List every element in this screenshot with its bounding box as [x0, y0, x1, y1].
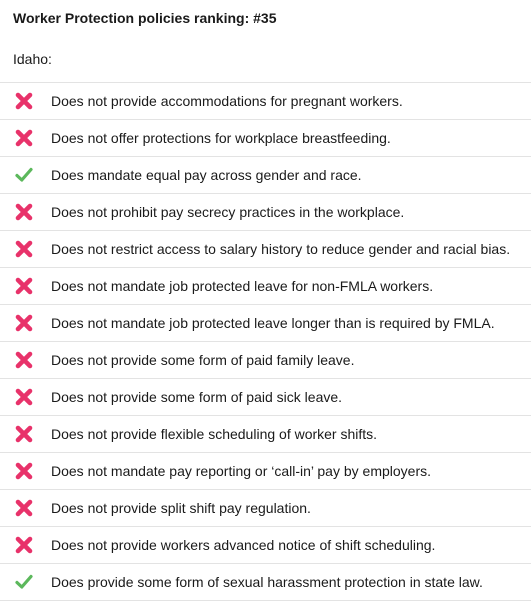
- cross-icon: [13, 312, 35, 334]
- policy-text: Does provide some form of sexual harassment protection in state law.: [51, 574, 483, 590]
- cross-icon: [13, 386, 35, 408]
- cross-icon: [13, 201, 35, 223]
- policy-text: Does not restrict access to salary history to reduce gender and racial bias.: [51, 241, 511, 257]
- cross-icon: [13, 497, 35, 519]
- state-label: Idaho:: [13, 51, 52, 67]
- policy-row: [0, 379, 531, 416]
- cross-icon: [13, 275, 35, 297]
- policy-row: [0, 342, 531, 379]
- policy-row: [0, 120, 531, 157]
- policy-row: [0, 564, 531, 601]
- policy-text: Does not offer protections for workplace breastfeeding.: [51, 130, 391, 146]
- cross-icon: [13, 534, 35, 556]
- page-title: Worker Protection policies ranking: #35: [13, 10, 277, 26]
- policy-text: Does not provide accommodations for pregnant workers.: [51, 93, 403, 109]
- policy-text: Does not prohibit pay secrecy practices in the workplace.: [51, 204, 405, 220]
- policy-row: [0, 453, 531, 490]
- policy-text: Does not provide some form of paid sick leave.: [51, 389, 343, 405]
- policy-text: Does not provide workers advanced notice of shift scheduling.: [51, 537, 436, 553]
- cross-icon: [13, 90, 35, 112]
- policy-row: [0, 490, 531, 527]
- policy-text: Does not mandate pay reporting or ‘call-in’ pay by employers.: [51, 463, 432, 479]
- policy-row: [0, 194, 531, 231]
- cross-icon: [13, 238, 35, 260]
- check-icon: [13, 164, 35, 186]
- cross-icon: [13, 127, 35, 149]
- cross-icon: [13, 423, 35, 445]
- policy-text: Does not mandate job protected leave for non-FMLA workers.: [51, 278, 434, 294]
- policy-list: [0, 82, 531, 601]
- policy-text: Does not provide flexible scheduling of worker shifts.: [51, 426, 378, 442]
- policy-text: Does not provide split shift pay regulation.: [51, 500, 311, 516]
- policy-row: [0, 416, 531, 453]
- policy-text: Does mandate equal pay across gender and race.: [51, 167, 362, 183]
- policy-row: [0, 305, 531, 342]
- policy-row: [0, 527, 531, 564]
- policy-row: [0, 83, 531, 120]
- check-icon: [13, 571, 35, 593]
- cross-icon: [13, 349, 35, 371]
- cross-icon: [13, 460, 35, 482]
- policy-row: [0, 268, 531, 305]
- policy-text: Does not mandate job protected leave longer than is required by FMLA.: [51, 315, 495, 331]
- policy-row: [0, 231, 531, 268]
- policy-text: Does not provide some form of paid family leave.: [51, 352, 355, 368]
- policy-row: [0, 157, 531, 194]
